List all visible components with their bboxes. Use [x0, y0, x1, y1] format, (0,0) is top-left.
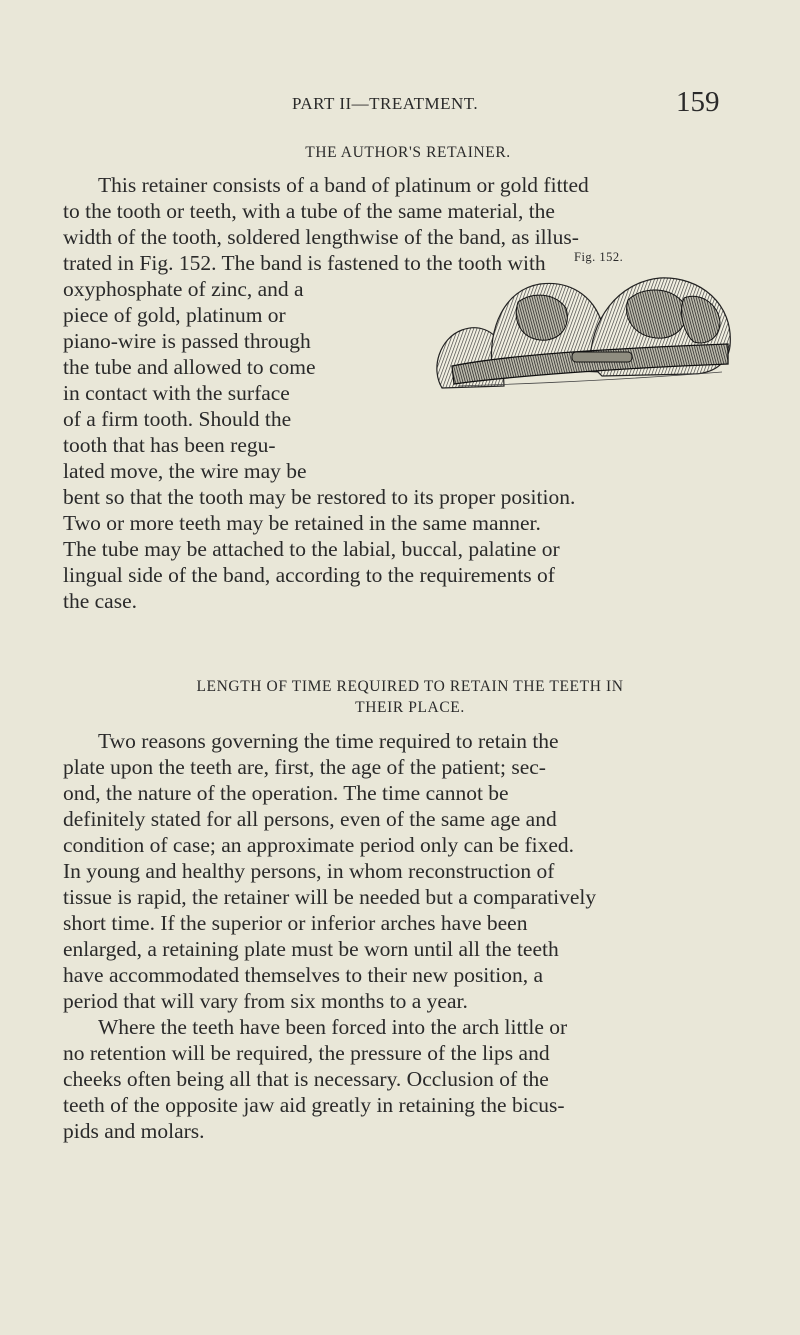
text-line: enlarged, a retaining plate must be worn until all the teeth [63, 937, 559, 961]
running-title: PART II—TREATMENT. [292, 94, 479, 113]
text-line: condition of case; an approximate period only can be fixed. [63, 833, 575, 857]
section-heading-length-of-time [10, 676, 800, 718]
text-line: Two reasons governing the time required to retain the [98, 729, 559, 753]
text-line: This retainer consists of a band of platinum or gold fitted [98, 173, 589, 197]
figure-caption: Fig. 152. [574, 250, 624, 264]
retainer-figure [422, 268, 742, 398]
text-line: pids and molars. [63, 1119, 205, 1143]
heading-line: LENGTH OF TIME REQUIRED TO RETAIN THE TEETH IN [196, 678, 624, 695]
text-line: ond, the nature of the operation. The time cannot be [63, 781, 509, 805]
text-line: lated move, the wire may be [63, 459, 307, 483]
text-line: lingual side of the band, according to the requirements of [63, 563, 555, 587]
text-line: tissue is rapid, the retainer will be needed but a comparatively [63, 885, 597, 909]
text-line: trated in Fig. 152. The band is fastened to the tooth with [63, 251, 546, 275]
text-line: The tube may be attached to the labial, buccal, palatine or [63, 537, 560, 561]
text-line: In young and healthy persons, in whom reconstruction of [63, 859, 555, 883]
text-line: bent so that the tooth may be restored to its proper position. [63, 485, 576, 509]
page-number: 159 [676, 86, 720, 118]
text-line: oxyphosphate of zinc, and a [63, 277, 304, 301]
text-line: plate upon the teeth are, first, the age of the patient; sec- [63, 755, 546, 779]
text-line: Two or more teeth may be retained in the same manner. [63, 511, 541, 535]
text-line: teeth of the opposite jaw aid greatly in retaining the bicus- [63, 1093, 565, 1117]
text-line: piano-wire is passed through [63, 329, 311, 353]
text-line: have accommodated themselves to their new position, a [63, 963, 544, 987]
section-heading-retainer: THE AUTHOR'S RETAINER. [305, 144, 511, 161]
text-line: definitely stated for all persons, even of the same age and [63, 807, 557, 831]
heading-line: THEIR PLACE. [355, 699, 465, 716]
text-line: in contact with the surface [63, 381, 290, 405]
text-line: short time. If the superior or inferior arches have been [63, 911, 528, 935]
text-line: of a firm tooth. Should the [63, 407, 292, 431]
text-line: period that will vary from six months to a year. [63, 989, 468, 1013]
running-head [0, 86, 800, 126]
text-line: cheeks often being all that is necessary. Occlusion of the [63, 1067, 549, 1091]
text-line: no retention will be required, the pressure of the lips and [63, 1041, 550, 1065]
text-line: to the tooth or teeth, with a tube of the same material, the [63, 199, 555, 223]
soldered-tube [572, 352, 632, 362]
text-line: piece of gold, platinum or [63, 303, 286, 327]
text-line: Where the teeth have been forced into the arch little or [98, 1015, 568, 1039]
text-line: the tube and allowed to come [63, 355, 316, 379]
text-line: tooth that has been regu- [63, 433, 276, 457]
text-line: width of the tooth, soldered lengthwise of the band, as illus- [63, 225, 579, 249]
text-line: the case. [63, 589, 138, 613]
